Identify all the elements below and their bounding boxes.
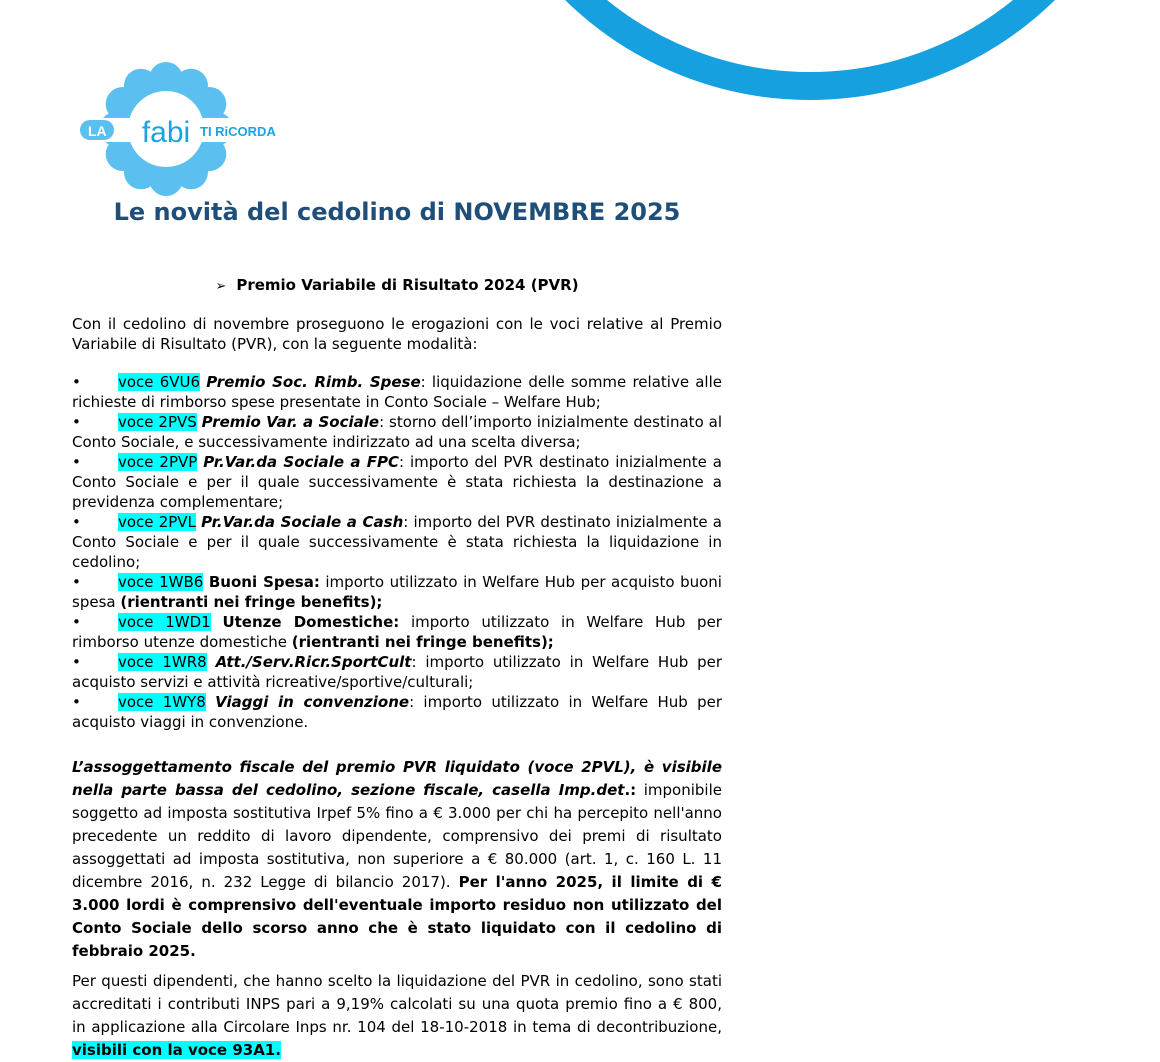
item-note: (rientranti nei fringe benefits);: [291, 633, 554, 651]
tax-lead: L’assoggettamento fiscale del premio PVR liquidato (voce 2PVL), è visibile nella parte bassa del cedolino, sezione fiscale, casella Imp.det: [72, 758, 722, 799]
contrib-paragraph: [72, 970, 722, 1062]
section-heading-text: Premio Variabile di Risultato 2024 (PVR): [236, 276, 579, 294]
contrib-body: Per questi dipendenti, che hanno scelto la liquidazione del PVR in cedolino, sono stati accreditati i contributi INPS pari a 9,19% calcolati su una quota premio fino a € 800, in applicazione alla Circolare Inps nr. 104 del 18-10-2018 in tema di decontribuzione,: [72, 972, 722, 1036]
item-desc: importo utilizzato in Welfare Hub per rimborso utenze domestiche: [72, 613, 722, 651]
item-name: Viaggi in convenzione: [215, 693, 410, 711]
contrib-highlight: visibili con la voce 93A1.: [72, 1041, 281, 1059]
item-sep: :: [409, 693, 415, 711]
tax-paragraph: [72, 756, 722, 963]
list-item: [72, 572, 722, 612]
item-desc: storno dell’importo inizialmente destinato al Conto Sociale, e successivamente indirizzato ad una scelta diversa;: [72, 413, 722, 451]
item-name: Att./Serv.Ricr.SportCult: [215, 653, 412, 671]
item-code: voce 1WB6: [118, 573, 204, 591]
bullet-icon: •: [72, 373, 81, 391]
intro-paragraph: Con il cedolino di novembre proseguono le erogazioni con le voci relative al Premio Variabile di Risultato (PVR), con la seguente modalità:: [72, 315, 722, 353]
item-code: voce 2PVS: [118, 413, 197, 431]
item-code: voce 1WR8: [118, 653, 207, 671]
item-code: voce 1WY8: [118, 693, 206, 711]
tax-bold-end: Per l'anno 2025, il limite di € 3.000 lordi è comprensivo dell'eventuale importo residuo non utilizzato del Conto Sociale dello scorso anno che è stato liquidato con il cedolino di febbraio 2025.: [72, 873, 722, 960]
bullet-icon: •: [72, 413, 81, 431]
bullet-icon: •: [72, 653, 81, 671]
item-name: Buoni Spesa:: [208, 573, 320, 591]
bullet-icon: •: [72, 513, 81, 531]
section-heading: [0, 276, 794, 294]
bullet-icon: •: [72, 453, 81, 471]
item-name: Premio Soc. Rimb. Spese: [206, 373, 421, 391]
item-name: Pr.Var.da Sociale a Cash: [201, 513, 404, 531]
item-code: voce 1WD1: [118, 613, 211, 631]
logo-right-text: TI RiCORDA: [200, 124, 276, 139]
item-sep: :: [403, 513, 409, 531]
item-note: (rientranti nei fringe benefits);: [120, 593, 383, 611]
item-name: Pr.Var.da Sociale a FPC: [203, 453, 400, 471]
tax-body: imponibile soggetto ad imposta sostitutiva Irpef 5% fino a € 3.000 per chi ha percepito nell'anno precedente un reddito di lavoro dipendente, comprensivo dei premi di risultato assoggettati ad imposta sostitutiva, non superiore a € 80.000 (art. 1, c. 160 L. 11 dicembre 2016, n. 232 Legge di bilancio 2017).: [72, 781, 722, 891]
item-name: Utenze Domestiche:: [222, 613, 400, 631]
list-item: [72, 612, 722, 652]
tax-lead-end: .:: [624, 781, 637, 799]
items-list: [72, 372, 722, 732]
list-item: [72, 412, 722, 452]
arrow-bullet-icon: ➢: [215, 279, 227, 294]
bullet-icon: •: [72, 693, 81, 711]
item-name: Premio Var. a Sociale: [201, 413, 380, 431]
item-sep: :: [411, 653, 417, 671]
item-code: voce 2PVP: [118, 453, 198, 471]
item-sep: :: [399, 453, 405, 471]
page-title: Le novità del cedolino di NOVEMBRE 2025: [113, 198, 681, 226]
logo-center-text: fabi: [141, 116, 191, 149]
logo-left-text: LA: [88, 123, 107, 139]
item-sep: :: [420, 373, 426, 391]
list-item: [72, 652, 722, 692]
item-code: voce 2PVL: [118, 513, 196, 531]
item-desc: importo del PVR destinato inizialmente a Conto Sociale e per il quale successivamente è stata richiesta la destinazione a previdenza complementare;: [72, 453, 722, 511]
bullet-icon: •: [72, 573, 81, 591]
list-item: [72, 692, 722, 732]
item-desc: importo del PVR destinato inizialmente a Conto Sociale e per il quale successivamente è stata richiesta la liquidazione in cedolino;: [72, 513, 722, 571]
list-item: [72, 372, 722, 412]
item-desc: liquidazione delle somme relative alle richieste di rimborso spese presentate in Conto Sociale – Welfare Hub;: [72, 373, 722, 411]
bullet-icon: •: [72, 613, 81, 631]
decorative-arc: [460, 0, 1160, 100]
item-desc: importo utilizzato in Welfare Hub per acquisto servizi e attività ricreative/sportive/culturali;: [72, 653, 722, 691]
list-item: [72, 512, 722, 572]
fabi-logo: [68, 62, 276, 197]
item-desc: importo utilizzato in Welfare Hub per acquisto buoni spesa: [72, 573, 722, 611]
list-item: [72, 452, 722, 512]
item-desc: importo utilizzato in Welfare Hub per acquisto viaggi in convenzione.: [72, 693, 722, 731]
item-sep: :: [379, 413, 385, 431]
item-code: voce 6VU6: [118, 373, 201, 391]
